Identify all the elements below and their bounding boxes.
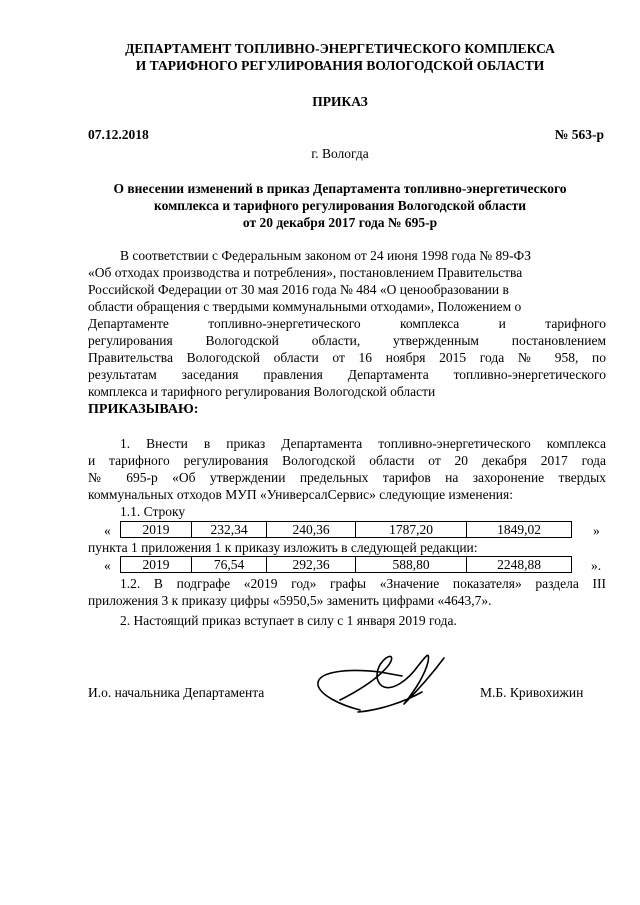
open-quote: « [104,558,111,573]
item1-line: и тарифного регулирования Вологодской области от 20 декабря 2017 года [88,453,606,468]
sub2-line: приложения 3 к приказу цифры «5950,5» заменить цифрами «4643,7». [88,593,492,608]
table-cell: 2248,88 [467,557,572,573]
table-cell: 232,34 [192,522,267,538]
item1-line: 1. Внести в приказ Департамента топливно-энергетического комплекса [120,436,606,451]
preamble-line: результатам заседания правления Департамента топливно-энергетического [88,367,606,382]
handwritten-signature [300,640,480,725]
table-row [121,522,572,538]
org-name-line2: И ТАРИФНОГО РЕГУЛИРОВАНИЯ ВОЛОГОДСКОЙ ОБЛАСТИ [135,58,545,73]
signer-position: И.о. начальника Департамента [88,685,265,700]
table-cell: 1849,02 [467,522,572,538]
doc-type: ПРИКАЗ [312,94,368,109]
doc-number: № 563-р [554,127,604,142]
preamble-line: Департаменте топливно-энергетического комплекса и тарифного [88,316,606,331]
signer-name: М.Б. Кривохижин [480,685,584,700]
table-cell: 240,36 [267,522,356,538]
preamble-line: «Об отходах производства и потребления», постановлением Правительства [88,265,523,280]
doc-city: г. Вологда [311,146,369,161]
new-row-table [120,556,572,573]
mid-text: пункта 1 приложения 1 к приказу изложить в следующей редакции: [88,540,478,555]
old-row-table [120,521,572,538]
table-cell: 1787,20 [356,522,467,538]
sub2-text [88,575,606,609]
preamble [88,247,606,400]
preamble-line: области обращения с твердыми коммунальными отходами», Положением о [88,299,522,314]
org-name-line1: ДЕПАРТАМЕНТ ТОПЛИВНО-ЭНЕРГЕТИЧЕСКОГО КОМПЛЕКСА [125,41,555,56]
preamble-line: Правительства Вологодской области от 16 ноября 2015 года № 958, по [88,350,606,365]
item1-line: № 695-р «Об утверждении предельных тарифов на захоронение твердых [88,470,606,485]
preamble-line: Российской Федерации от 30 мая 2016 года № 484 «О ценообразовании в [88,282,509,297]
order-word: ПРИКАЗЫВАЮ: [88,402,199,417]
subject-line1: О внесении изменений в приказ Департамента топливно-энергетического [113,181,567,196]
table-cell: 292,36 [267,557,356,573]
item1-line: коммунальных отходов МУП «УниверсалСервис» следующие изменения: [88,487,513,502]
table-cell: 2019 [121,522,192,538]
table-cell: 588,80 [356,557,467,573]
subject-line2: комплекса и тарифного регулирования Вологодской области [154,198,526,213]
close-quote: » [593,523,600,538]
preamble-line: В соответствии с Федеральным законом от 24 июня 1998 года № 89-ФЗ [120,248,531,263]
table-row [121,557,572,573]
table-cell: 76,54 [192,557,267,573]
doc-date: 07.12.2018 [88,127,149,142]
item2-text: 2. Настоящий приказ вступает в силу с 1 января 2019 года. [120,613,457,628]
subject-line3: от 20 декабря 2017 года № 695-р [242,215,438,230]
item1-text [88,435,606,503]
open-quote: « [104,523,111,538]
preamble-line: регулирования Вологодской области, утвержденным постановлением [88,333,606,348]
preamble-line: комплекса и тарифного регулирования Вологодской области [88,384,436,399]
close-quote: ». [591,558,602,573]
sub2-line: 1.2. В подграфе «2019 год» графы «Значение показателя» раздела III [120,576,606,591]
table-cell: 2019 [121,557,192,573]
sub1-label: 1.1. Строку [120,504,186,519]
